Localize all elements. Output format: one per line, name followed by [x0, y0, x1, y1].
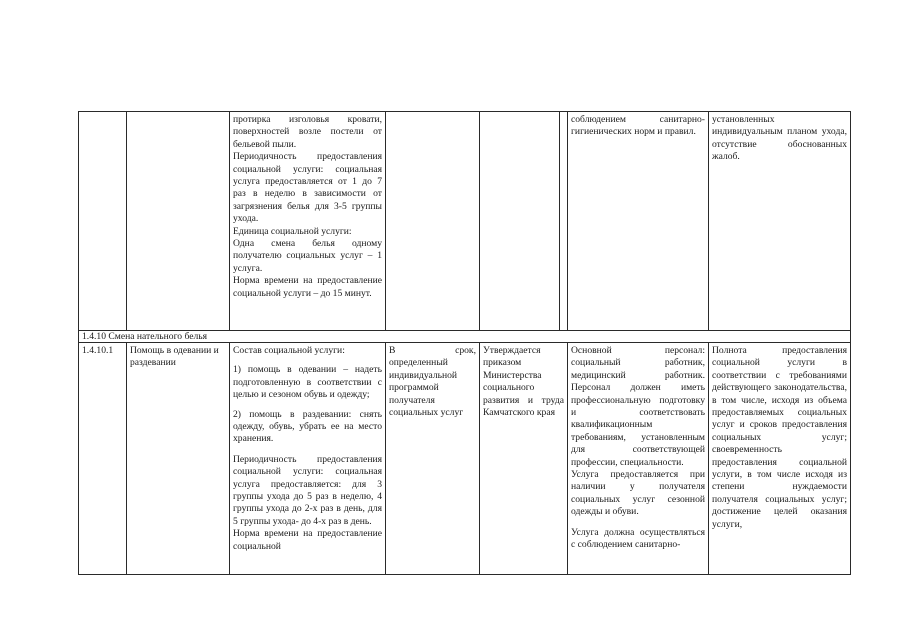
tariff-cell	[480, 112, 560, 331]
conditions-cell	[568, 343, 709, 575]
unit-label: Единица социальной услуги:	[233, 225, 352, 237]
composition-label: Состав социальной услуги:	[233, 345, 345, 356]
name-cell: Помощь в одевании и раздевании	[127, 343, 230, 575]
periodicity-text: Периодичность предоставления социальной услуги: социальная услуга предоставляется: для 3 группы ухода до 5 раз в неделю, 4 группы ухода до 2-х раз в день, для 5 группы ухода- до 4-х раз в день.	[233, 453, 382, 527]
name-cell	[127, 112, 230, 331]
periodicity-text: Периодичность предоставления социальной услуги: социальная услуга предоставляется от 1 до 7 раз в неделю в зависимости от загрязнения белья для 3-5 группы ухода.	[233, 151, 382, 225]
term-cell: В срок, определенный индивидуальной программой получателя социальных услуг	[386, 343, 480, 575]
term-cell	[386, 112, 480, 331]
undressing-help-text: 2) помощь в раздевании: снять одежду, обувь, убрать ее на место хранения.	[233, 408, 382, 445]
code-cell: 1.4.10.1	[79, 343, 127, 575]
service-description-cell	[230, 343, 386, 575]
conditions-text: соблюдением санитарно-гигиенических норм и правил.	[571, 114, 705, 138]
time-norm-text: Норма времени на предоставление социальной услуги – до 15 минут.	[233, 275, 382, 299]
section-header: 1.4.10 Смена нательного белья	[79, 331, 851, 343]
tariff-cell: Утверждается приказом Министерства социального развития и труда Камчатского края	[480, 343, 568, 575]
table-row-continued	[79, 112, 851, 331]
table-row-main	[79, 343, 851, 575]
description-text: протирка изголовья кровати, поверхностей возле постели от бельевой пыли.	[233, 114, 382, 150]
narrow-cell	[560, 112, 568, 331]
quality-cell	[709, 112, 851, 331]
conditions-cell	[568, 112, 709, 331]
time-norm-text: Норма времени на предоставление социальной	[233, 528, 382, 552]
social-services-table	[78, 111, 851, 575]
code-cell	[79, 112, 127, 331]
section-header-row	[79, 331, 851, 343]
staff-requirements-text: Основной персонал: социальный работник, медицинский работник. Персонал должен иметь профессиональную подготовку и соответствовать квалификационным требованиям, установленным для соответствующей профессии, специальности.	[571, 345, 705, 468]
sanitary-norms-text: Услуга должна осуществляться с соблюдением санитарно-	[571, 526, 705, 551]
clothing-condition-text: Услуга предоставляется при наличии у получателя социальных услуг сезонной одежды и обуви.	[571, 469, 705, 518]
unit-text: Одна смена белья одному получателю социальных услуг – 1 услуга.	[233, 238, 382, 274]
service-description-cell	[230, 112, 386, 331]
quality-text: установленных индивидуальным планом ухода, отсутствие обоснованных жалоб.	[712, 114, 847, 163]
quality-cell: Полнота предоставления социальной услуги в соответствии с требованиями действующего законодательства, в том числе, исходя из объема предоставляемых социальных услуг и сроков предоставления социальных услуг; своевременность предоставления социальной услуги, в том числе исходя из степени нуждаемости получателя социальных услуг; достижение целей оказания услуги,	[709, 343, 851, 575]
dressing-help-text: 1) помощь в одевании – надеть подготовленную в соответствии с целью и сезоном обувь и одежду;	[233, 364, 382, 401]
